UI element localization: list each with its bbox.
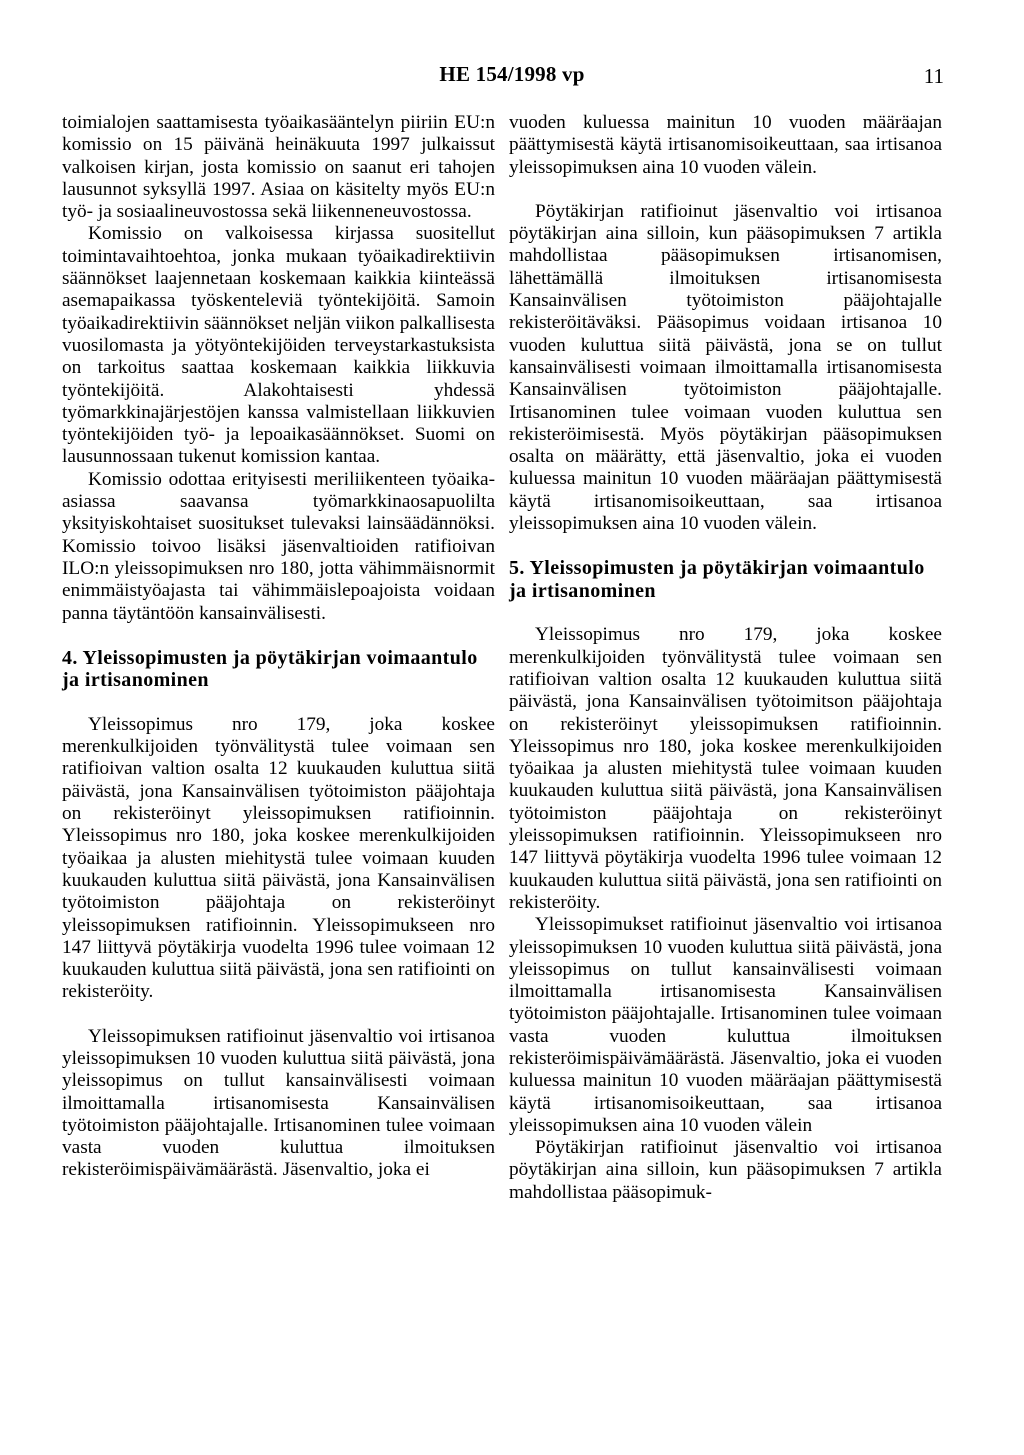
section-heading-4: 4. Yleissopimusten ja pöytäkirjan voimaantulo ja irtisanominen <box>62 646 478 692</box>
paragraph: Pöytäkirjan ratifioinut jäsenvaltio voi irtisanoa pöytäkirjan aina silloin, kun pääsopimuksen 7 artikla mahdollistaa pääsopimuk- <box>509 1137 942 1203</box>
right-text-column <box>509 112 942 1204</box>
paragraph: vuoden kuluessa mainitun 10 vuoden määräajan päättymisestä käytä irtisanomisoikeuttaan, saa irtisanoa yleissopimuksen aina 10 vuoden välein. <box>509 112 942 178</box>
paragraph: Komissio odottaa erityisesti meriliikenteen työaika-asiassa saavansa työmarkkinaosapuolilta yksityiskohtaiset suositukset tulevaksi lainsäädännöksi. Komissio toivoo lisäksi jäsenvaltioiden ratifioivan ILO:n yleissopimuksen nro 180, jotta vähimmäisnormit enimmäistyöajasta tai vähimmäislepoajoista voidaan panna täytäntöön kansainvälisesti. <box>62 468 495 624</box>
paragraph: Pöytäkirjan ratifioinut jäsenvaltio voi irtisanoa pöytäkirjan aina silloin, kun pääsopimuksen 7 artikla mahdollistaa pääsopimuksen irtisanomisen, lähettämällä ilmoituksen irtisanomisesta Kansainvälisen työtoimiston pääjohtajalle rekisteröitäväksi. Pääsopimus voidaan irtisanoa 10 vuoden kuluttua siitä päivästä, jona se on tullut kansainvälisesti voimaan ilmoittamalla irtisanomisesta Kansainvälisen työtoimiston pääjohtajalle. Irtisanominen tulee voimaan vuoden kuluttua sen rekisteröimisestä. Myös pöytäkirjan pääsopimuksen osalta on määrätty, että jäsenvaltio, joka ei vuoden kuluessa mainitun 10 vuoden määräajan päättymisestä käytä irtisanomisoikeuttaan, saa irtisanoa yleissopimuksen aina 10 vuoden välein. <box>509 200 942 535</box>
left-text-column <box>62 112 495 1182</box>
document-header-title: HE 154/1998 vp <box>439 62 585 86</box>
paragraph: Yleissopimukset ratifioinut jäsenvaltio voi irtisanoa yleissopimuksen 10 vuoden kuluttua siitä päivästä, jona yleissopimus on tullut kansainvälisesti voimaan ilmoittamalla irtisanomisesta Kansainvälisen työtoimiston pääjohtajalle. Irtisanominen tulee voimaan vasta vuoden kuluttua ilmoituksen rekisteröimispäivämäärästä. Jäsenvaltio, joka ei vuoden kuluessa mainitun 10 vuoden määräajan päättymisestä käytä irtisanomisoikeuttaan, saa irtisanoa yleissopimuksen aina 10 vuoden välein <box>509 914 942 1136</box>
paragraph: Yleissopimus nro 179, joka koskee merenkulkijoiden työnvälitystä tulee voimaan sen ratifioivan valtion osalta 12 kuukauden kuluttua siitä päivästä, jona Kansainvälisen työtoimiston pääjohtaja on rekisteröinyt yleissopimuksen ratifioinnin. Yleissopimus nro 180, joka koskee merenkulkijoiden työaikaa ja alusten miehitystä tulee voimaan kuuden kuukauden kuluttua siitä päivästä, jona Kansainvälisen työtoimiston pääjohtaja on rekisteröinyt yleissopimuksen ratifioinnin. Yleissopimukseen nro 147 liittyvä pöytäkirja vuodelta 1996 tulee voimaan 12 kuukauden kuluttua siitä päivästä, jona sen ratifiointi on rekisteröity. <box>62 713 495 1003</box>
section-heading-5: 5. Yleissopimusten ja pöytäkirjan voimaantulo ja irtisanominen <box>509 557 925 602</box>
paragraph: Komissio on valkoisessa kirjassa suositellut toimintavaihtoehtoa, jonka mukaan työaikadirektiivin säännökset laajennetaan koskemaan kaikkia kiinteässä asemapaikassa työskenteleviä työntekijöitä. Samoin työaikadirektiivin säännökset neljän viikon palkallisesta vuosilomasta ja yötyöntekijöiden terveystarkastuksista on tarkoitus saattaa koskemaan kaikkia liikkuvia työntekijöitä. Alakohtaisesti yhdessä työmarkkinajärjestöjen kanssa valmistellaan liikkuvien työntekijöiden työ- ja lepoaikasäännökset. Suomi on lausunnossaan tukenut komission kantaa. <box>62 223 495 468</box>
paragraph: Yleissopimuksen ratifioinut jäsenvaltio voi irtisanoa yleissopimuksen 10 vuoden kuluttua siitä päivästä, jona yleissopimus on tullut kansainvälisesti voimaan ilmoittamalla irtisanomisesta Kansainvälisen työtoimiston pääjohtajalle. Irtisanominen tulee voimaan vasta vuoden kuluttua ilmoituksen rekisteröimispäivämäärästä. Jäsenvaltio, joka ei <box>62 1025 495 1181</box>
paragraph: Yleissopimus nro 179, joka koskee merenkulkijoiden työnvälitystä tulee voimaan sen ratifioivan valtion osalta 12 kuukauden kuluttua siitä päivästä, jona Kansainvälisen työtoimitson pääjohtaja on rekisteröinyt yleissopimuksen ratifioinnin. Yleissopimus nro 180, joka koskee merenkulkijoiden työaikaa ja alusten miehitystä tulee voimaan kuuden kuukauden kuluttua siitä päivästä, jona Kansainvälisen työtoimiston pääjohtaja on rekisteröinyt yleissopimuksen ratifioinnin. Yleissopimukseen nro 147 liittyvä pöytäkirja vuodelta 1996 tulee voimaan 12 kuukauden kuluttua siitä päivästä, jona sen ratifiointi on rekisteröity. <box>509 624 942 913</box>
paragraph: toimialojen saattamisesta työaikasääntelyn piiriin EU:n komissio on 15 päivänä heinäkuuta 1997 julkaissut valkoisen kirjan, josta komissio on saanut eri tahojen lausunnot syksyllä 1997. Asiaa on käsitelty myös EU:n työ- ja sosiaalineuvostossa sekä liikenneneuvostossa. <box>62 112 495 223</box>
page-number: 11 <box>923 64 944 88</box>
